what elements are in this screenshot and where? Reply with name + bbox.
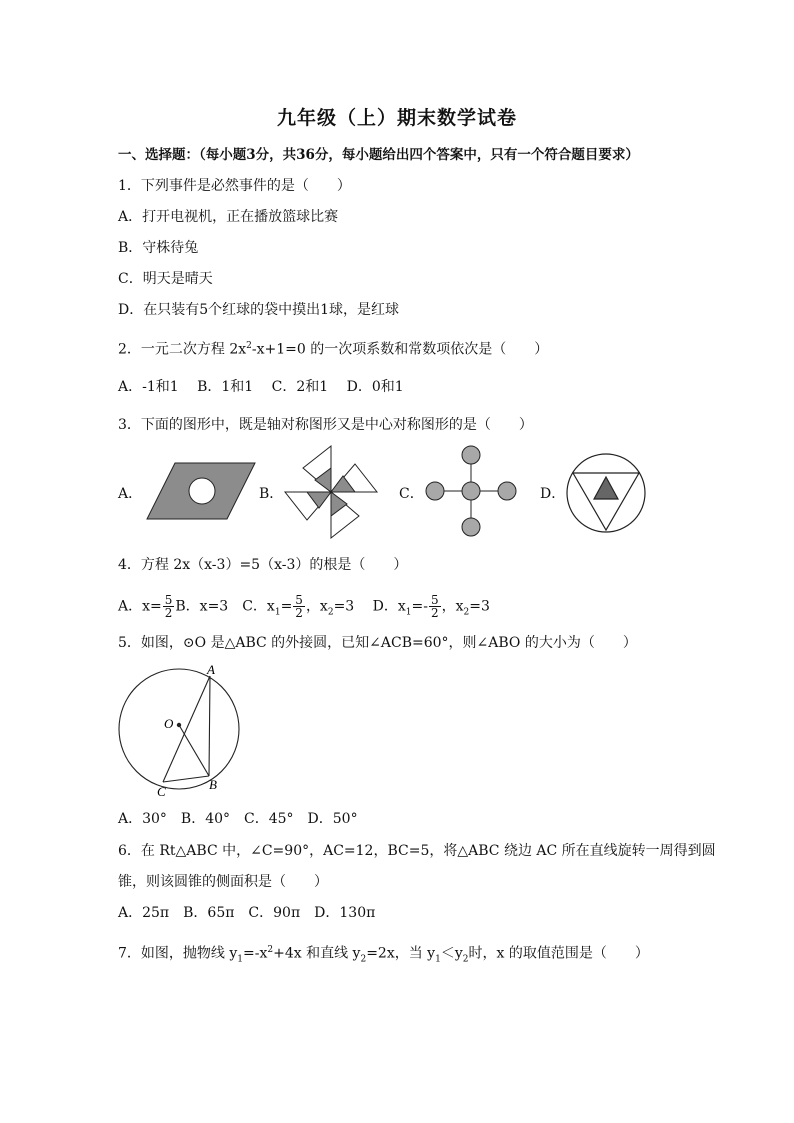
q3-label-d: D． — [540, 486, 566, 502]
parallelogram-with-hole-figure — [147, 460, 257, 522]
q2-stem: 2．一元二次方程 $2x^2-x+1=0$ 的一次项系数和常数项依次是（ ） — [118, 341, 549, 358]
q5-stem: 5．如图，⊙O 是△ABC 的外接圆，已知∠ACB=60°，则∠ABO 的大小为（ ） — [118, 635, 637, 651]
q1-option-c: C．明天是晴天 — [118, 271, 213, 287]
section-heading: 一、选择题：（每小题3分，共36分，每小题给出四个答案中，只有一个符合题目要求） — [118, 147, 639, 163]
pinwheel-figure — [283, 444, 379, 540]
label-c: C — [157, 784, 166, 799]
q7-stem: 7．如图，抛物线 $y_1=-x^2+4x$ 和直线 $y_2=2x$，当 $y_1<y_2$时，x 的取值范围是（ ） — [118, 945, 649, 965]
q1-option-a: A．打开电视机，正在播放篮球比赛 — [118, 209, 339, 225]
page-title: 九年级（上）期末数学试卷 — [276, 107, 517, 129]
cross-of-circles-figure — [423, 443, 519, 539]
q3-label-b: B． — [259, 486, 284, 502]
q3-stem: 3．下面的图形中，既是轴对称图形又是中心对称图形的是（ ） — [118, 417, 533, 433]
q1-option-d: D．在只装有5个红球的袋中摸出1球，是红球 — [118, 302, 400, 318]
label-b: B — [209, 777, 217, 792]
label-o: O — [164, 716, 174, 731]
fraction: $\frac{5}{2}$ — [164, 593, 173, 620]
q3-label-a: A． — [118, 486, 143, 502]
label-a: A — [207, 662, 215, 677]
q6-stem-line2: 锥，则该圆锥的侧面积是（ ） — [118, 874, 328, 890]
circumscribed-circle-figure — [117, 663, 241, 797]
fraction: $\frac{5}{2}$ — [431, 593, 439, 620]
q6-options: A．25π B．65π C．90π D．130π — [118, 905, 376, 921]
q5-options: A．30° B．40° C．45° D．50° — [118, 811, 358, 827]
q4-stem: 4．方程 2x（x-3）=5（x-3）的根是（ ） — [118, 557, 408, 573]
q1-stem: 1．下列事件是必然事件的是（ ） — [118, 178, 351, 194]
circle-triangle-figure — [566, 453, 646, 533]
q2-options: A．-1和1 B．1和1 C．2和1 D．0和1 — [118, 379, 404, 395]
fraction: $\frac{5}{2}$ — [295, 593, 303, 620]
q1-option-b: B．守株待兔 — [118, 240, 199, 256]
q3-label-c: C． — [399, 486, 424, 502]
q6-stem-line1: 6．在 Rt△ABC 中，∠C=90°，AC=12，BC=5，将△ABC 绕边 AC 所在直线旋转一周得到圆 — [118, 843, 716, 859]
q4-options: A．x= $\frac{5}{2}$ B．x=3 C．$x_1=$ $\frac{5}{2}$ ，$x_2=3$ D．$x_1=-$ $\frac{5}{2}$ ，$x_2=3$ — [118, 593, 490, 620]
